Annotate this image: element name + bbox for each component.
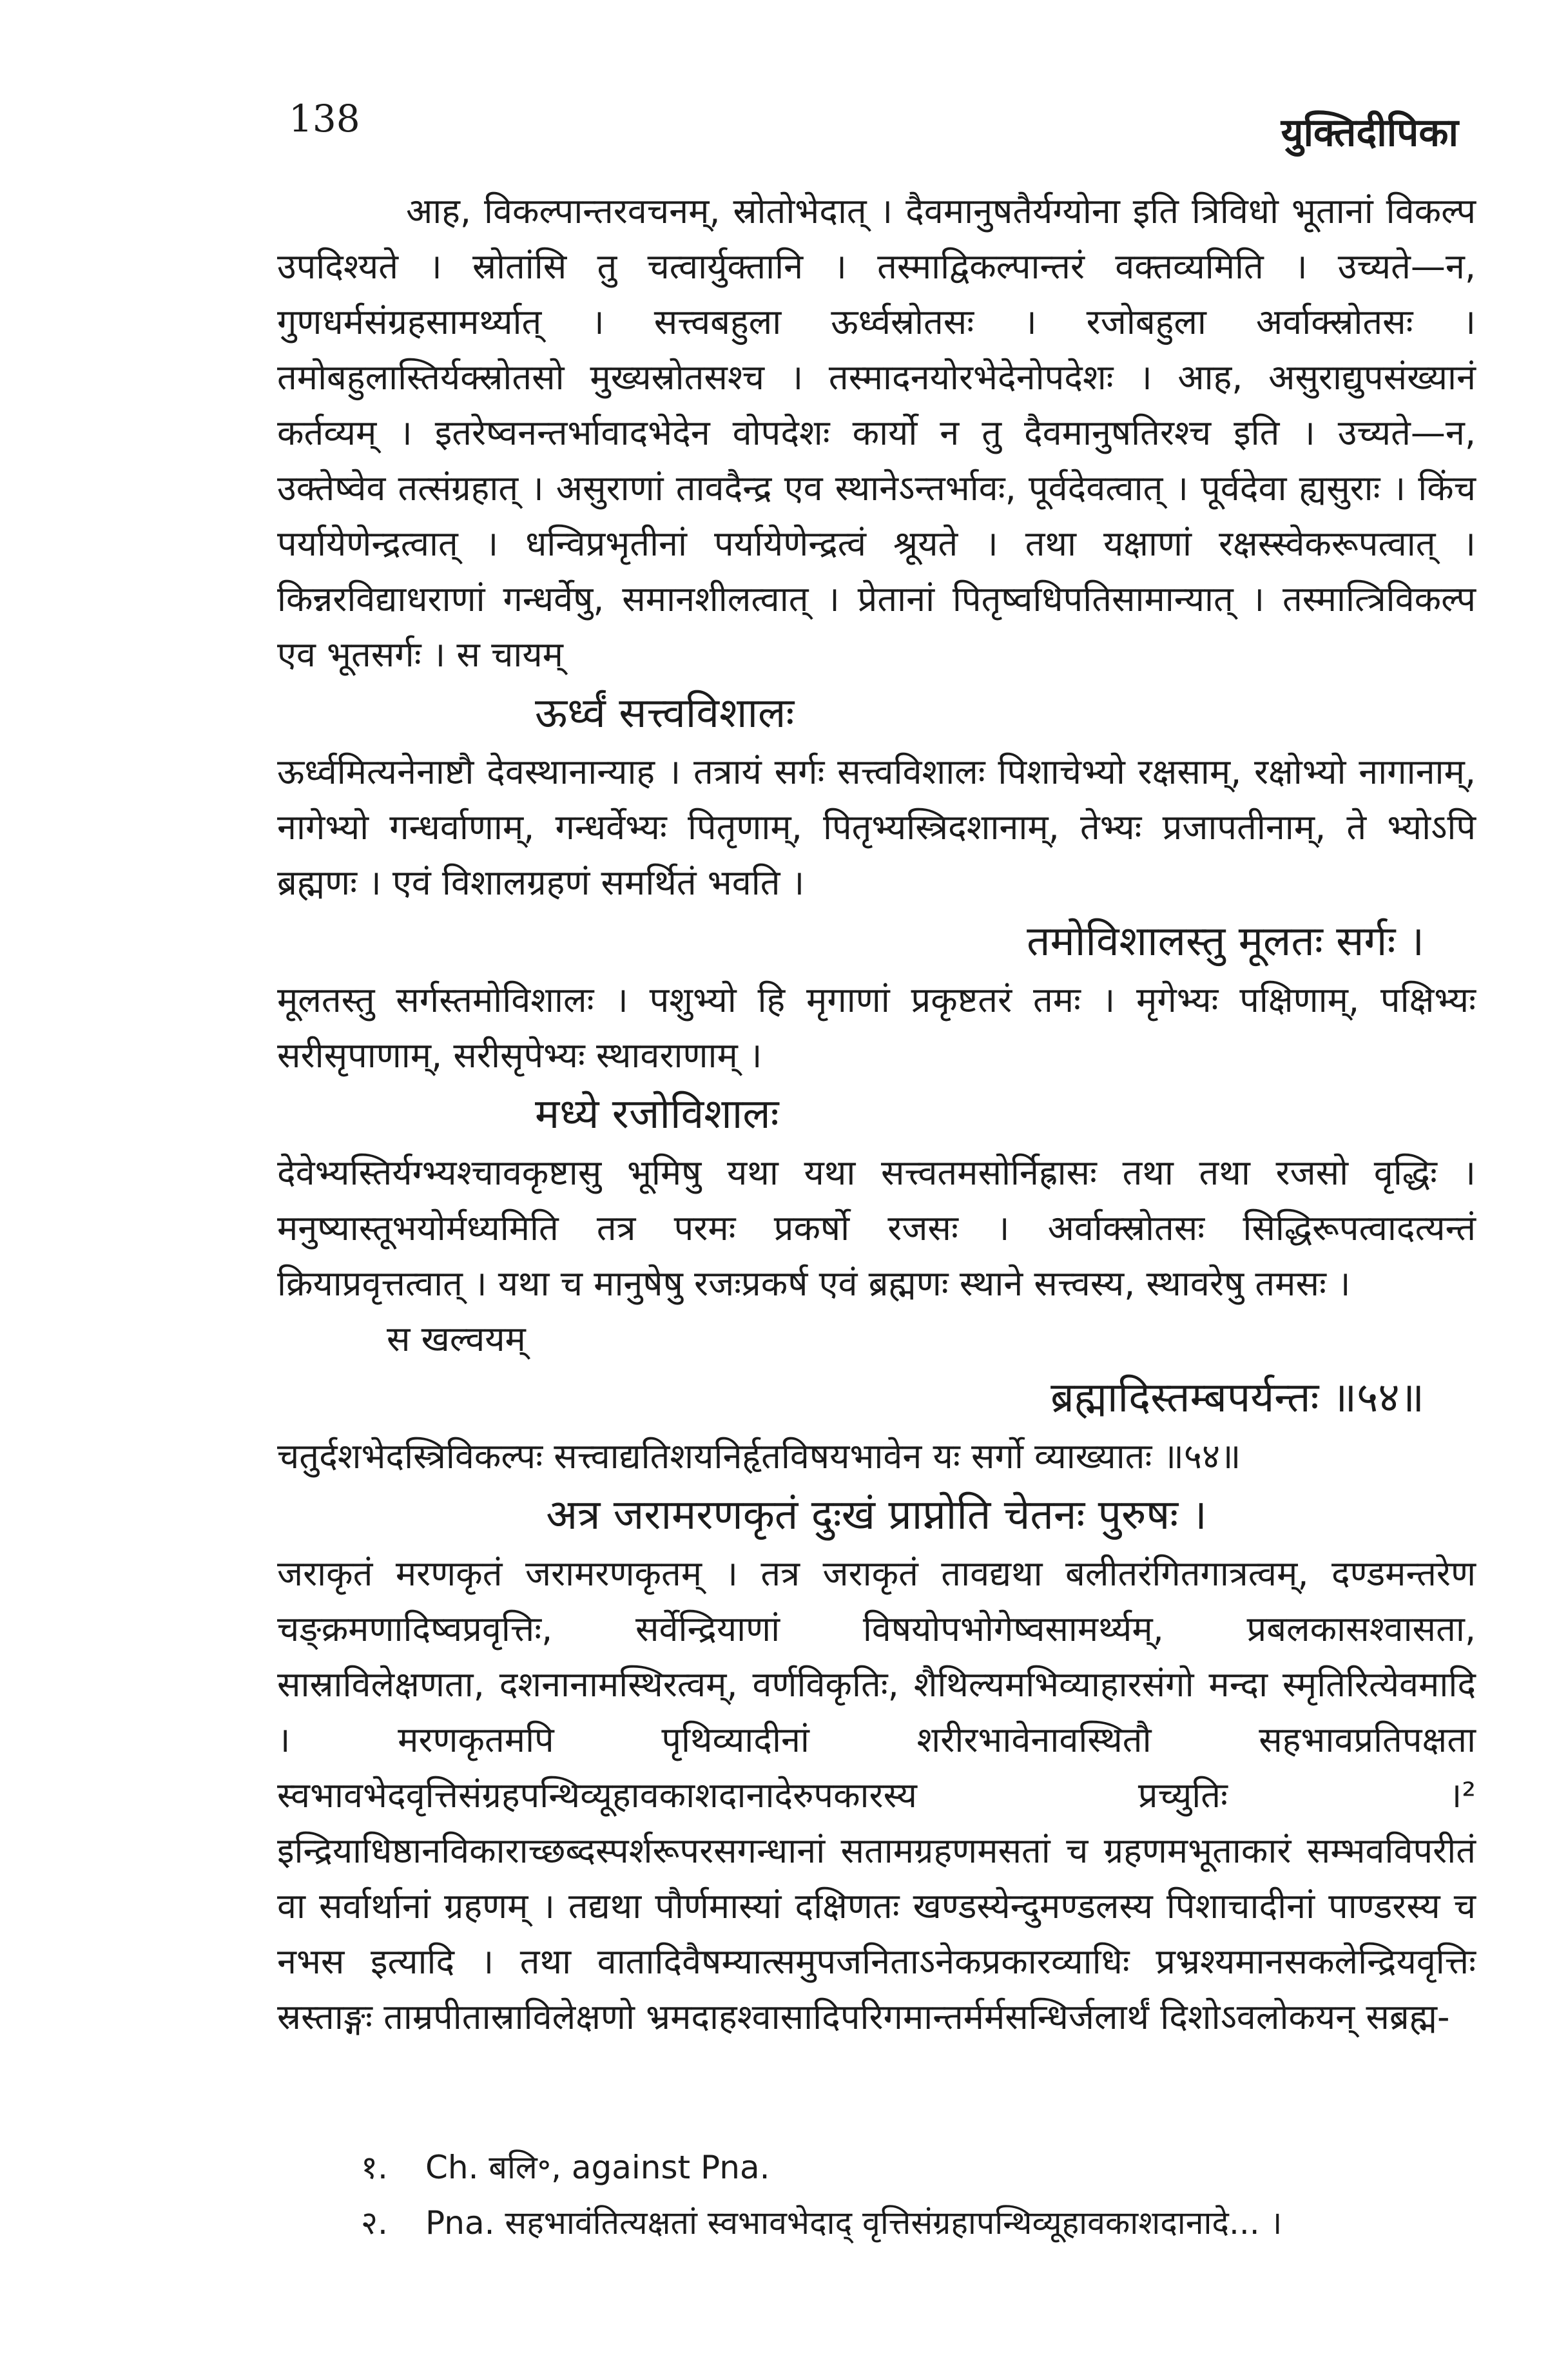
footnote-2 [361,2195,1476,2251]
paragraph-commentary-3: मूलतस्तु सर्गस्तमोविशालः । पशुभ्यो हि मृगाणां प्रकृष्टतरं तमः । मृगेभ्यः पक्षिणाम्, पक्षिभ्यः सरीसृपाणाम्, सरीसृपेभ्यः स्थावराणाम् । [277,980,1476,1076]
footnotes [361,2140,1476,2251]
paragraph-commentary-5: चतुर्दशभेदस्त्रिविकल्पः सत्त्वाद्यतिशयनिर्हृतविषयभावेन यः सर्गो व्याख्यातः ॥५४॥ [277,1436,1241,1477]
running-title: युक्तिदीपिका [1281,110,1458,155]
verse-line-3: मध्ये रजोविशालः [535,1090,779,1138]
verse-line-4: ब्रह्मादिस्तम्बपर्यन्तः ॥५४॥ [1050,1374,1424,1422]
footnote-1 [361,2140,1476,2195]
paragraph-commentary-6: जराकृतं मरणकृतं जरामरणकृतम् । तत्र जराकृतं तावद्यथा बलीतरंगितगात्रत्वम्, दण्डमन्तरेण चङ्क्रमणादिष्वप्रवृत्तिः, सर्वेन्द्रियाणां विषयोपभोगेष्वसामर्थ्यम्, प्रबलकासश्वासता, सास्राविलेक्षणता, दशनानामस्थिरत्वम्, वर्णविकृतिः, शैथिल्यमभिव्याहारसंगो मन्दा स्मृतिरित्येवमादि । मरणकृतमपि पृथिव्यादीनां शरीरभावेनावस्थितौ सहभावप्रतिपक्षता स्वभावभेदवृत्तिसंग्रहपन्थिव्यूहावकाशदानादेरुपकारस्य प्रच्युतिः ।² इन्द्रियाधिष्ठानविकाराच्छब्दस्पर्शरूपरसगन्धानां सतामग्रहणमसतां च ग्रहणमभूताकारं सम्भवविपरीतं वा सर्वार्थानां ग्रहणम् । तद्यथा पौर्णमास्यां दक्षिणतः खण्डस्येन्दुमण्डलस्य पिशाचादीनां पाण्डरस्य च नभस इत्यादि । तथा वातादिवैषम्यात्समुपजनिताऽनेकप्रकारव्याधिः प्रभ्रश्यमानसकलेन्द्रियवृत्तिः स्रस्ताङ्गः ताम्रपीतास्राविलेक्षणो भ्रमदाहश्वासादिपरिगमान्तर्मर्मसन्धिर्जलार्थं दिशोऽवलोकयन् सब्रह्म- [277,1553,1476,2037]
paragraph-commentary-2: ऊर्ध्वमित्यनेनाष्टौ देवस्थानान्याह । तत्रायं सर्गः सत्त्वविशालः पिशाचेभ्यो रक्षसाम्, रक्षोभ्यो नागानाम्, नागेभ्यो गन्धर्वाणाम्, गन्धर्वेभ्यः पितृणाम्, पितृभ्यस्त्रिदशानाम्, तेभ्यः प्रजापतीनाम्, ते भ्योऽपि ब्रह्मणः । एवं विशालग्रहणं समर्थितं भवति । [277,751,1476,903]
page-number: 138 [289,97,360,141]
verse-line-5: अत्र जरामरणकृतं दुःखं प्राप्नोति चेतनः पुरुषः । [546,1491,1207,1539]
paragraph-commentary-4: देवेभ्यस्तिर्यग्भ्यश्चावकृष्टासु भूमिषु यथा यथा सत्त्वतमसोर्निह्रासः तथा तथा रजसो वृद्धिः । मनुष्यास्तूभयोर्मध्यमिति तत्र परमः प्रकर्षो रजसः । अर्वाक्स्रोतसः सिद्धिरूपत्वादत्यन्तं क्रियाप्रवृत्तत्वात् । यथा च मानुषेषु रजःप्रकर्ष एवं ब्रह्मणः स्थाने सत्त्वस्य, स्थावरेषु तमसः । [277,1152,1476,1304]
verse-line-2: तमोविशालस्तु मूलतः सर्गः । [1027,918,1424,965]
footnote-text: Pna. सहभावंतित्यक्षतां स्वभावभेदाद् वृत्तिसंग्रहापन्थिव्यूहावकाशदानादे... । [425,2204,1282,2242]
footnote-number: १. [361,2149,388,2186]
footnote-text: Ch. बलि॰, against Pna. [425,2149,770,2186]
paragraph-commentary-1: आह, विकल्पान्तरवचनम्, स्रोतोभेदात् । दैवमानुषतैर्यग्योना इति त्रिविधो भूतानां विकल्प उपदिश्यते । स्रोतांसि तु चत्वार्युक्तानि । तस्माद्विकल्पान्तरं वक्तव्यमिति । उच्यते—न, गुणधर्मसंग्रहसामर्थ्यात् । सत्त्वबहुला ऊर्ध्वस्रोतसः । रजोबहुला अर्वाक्स्रोतसः । तमोबहुलास्तिर्यक्स्रोतसो मुख्यस्रोतसश्च । तस्मादनयोरभेदेनोपदेशः । आह, असुराद्युपसंख्यानं कर्तव्यम् । इतरेष्वनन्तर्भावादभेदेन वोपदेशः कार्यो न तु दैवमानुषतिरश्च इति । उच्यते—न, उक्तेष्वेव तत्संग्रहात् । असुराणां तावदैन्द्र एव स्थानेऽन्तर्भावः, पूर्वदेवत्वात् । पूर्वदेवा ह्यसुराः । किंच पर्यायेणेन्द्रत्वात् । धन्विप्रभृतीनां पर्यायेणेन्द्रत्वं श्रूयते । तथा यक्षाणां रक्षस्स्वेकरूपत्वात् । किन्नरविद्याधराणां गन्धर्वेषु, समानशीलत्वात् । प्रेतानां पितृष्वधिपतिसामान्यात् । तस्मात्त्रिविकल्प एव भूतसर्गः । स चायम् [277,191,1476,675]
footnote-number: २. [361,2204,388,2242]
verse-line-1: ऊर्ध्वं सत्त्वविशालः [535,690,795,737]
lead-in-phrase: स खल्वयम् [387,1319,526,1359]
main-text [277,184,1476,2045]
